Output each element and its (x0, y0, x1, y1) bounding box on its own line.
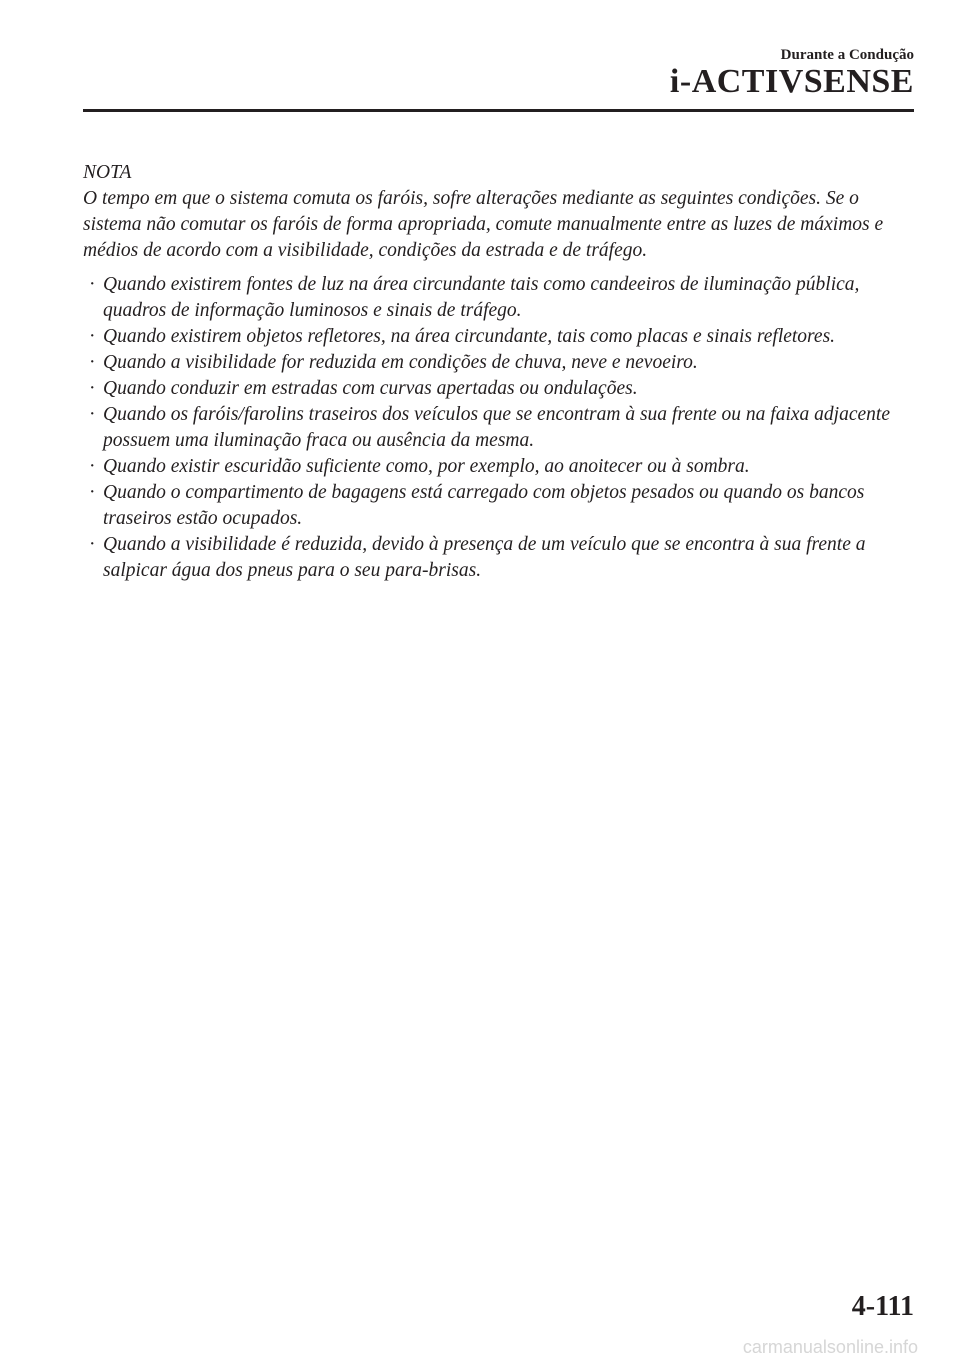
note-block (83, 160, 918, 584)
page-number: 4-111 (851, 1291, 914, 1322)
list-item (83, 324, 918, 350)
list-item-text: Quando existirem objetos refletores, na área circundante, tais como placas e sinais refletores. (103, 326, 836, 347)
list-item-text: Quando a visibilidade é reduzida, devido à presença de um veículo que se encontra à sua frente a salpicar água dos pneus para o seu para-brisas. (103, 534, 866, 581)
list-item-text: Quando os faróis/farolins traseiros dos veículos que se encontram à sua frente ou na faixa adjacente possuem uma iluminação fraca ou ausência da mesma. (103, 404, 890, 451)
list-item (83, 376, 918, 402)
header-rule (83, 109, 914, 112)
bullet-dot-icon: · (89, 326, 96, 347)
bullet-dot-icon: · (89, 482, 96, 503)
list-item (83, 454, 918, 480)
list-item-text: Quando existir escuridão suficiente como, por exemplo, ao anoitecer ou à sombra. (103, 456, 750, 477)
note-body: O tempo em que o sistema comuta os faróis, sofre alterações mediante as seguintes condições. Se o sistema não comutar os faróis de forma apropriada, comute manualmente entre as luzes de máximos e médios de acordo com a visibilidade, condições da estrada e de tráfego. (83, 188, 884, 261)
list-item-text: Quando o compartimento de bagagens está carregado com objetos pesados ou quando os bancos traseiros estão ocupados. (103, 482, 865, 529)
list-item (83, 532, 918, 584)
bullet-dot-icon: · (89, 274, 96, 295)
list-item-text: Quando existirem fontes de luz na área circundante tais como candeeiros de iluminação pública, quadros de informação luminosos e sinais de tráfego. (103, 274, 860, 321)
list-item (83, 480, 918, 532)
bullet-dot-icon: · (89, 456, 96, 477)
list-item-text: Quando a visibilidade for reduzida em condições de chuva, neve e nevoeiro. (103, 352, 698, 373)
note-bullet-list (83, 272, 918, 584)
list-item (83, 350, 918, 376)
bullet-dot-icon: · (89, 352, 96, 373)
list-item (83, 272, 918, 324)
list-item (83, 402, 918, 454)
bullet-dot-icon: · (89, 534, 96, 555)
section-title: i-ACTIVSENSE (669, 63, 914, 100)
watermark: carmanualsonline.info (742, 1337, 918, 1357)
bullet-dot-icon: · (89, 404, 96, 425)
chapter-title: Durante a Condução (780, 47, 914, 63)
note-title: NOTA (83, 162, 132, 183)
bullet-dot-icon: · (89, 378, 96, 399)
list-item-text: Quando conduzir em estradas com curvas apertadas ou ondulações. (103, 378, 638, 399)
